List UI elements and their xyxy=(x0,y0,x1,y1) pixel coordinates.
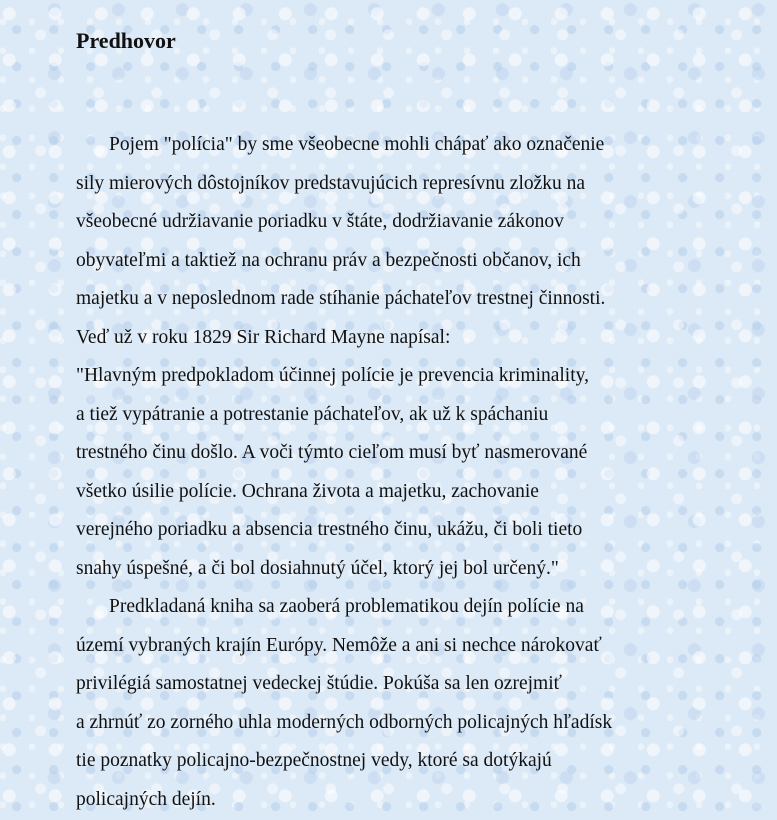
quote-line: a tiež vypátranie a potrestanie páchateľov, ak už k spáchaniu xyxy=(76,403,549,425)
text-line: policajných dejín. xyxy=(76,788,216,810)
text-line: sily mierových dôstojníkov predstavujúcich represívnu zložku na xyxy=(76,172,586,194)
text-line: a zhrnúť zo zorného uhla moderných odborných policajných hľadísk xyxy=(76,711,613,733)
text-line: privilégiá samostatnej vedeckej štúdie. Pokúša sa len ozrejmiť xyxy=(76,673,562,694)
text-line: území vybraných krajín Európy. Nemôže a ani si nechce nárokovať xyxy=(76,634,602,656)
text-line: všeobecné udržiavanie poriadku v štáte, dodržiavanie zákonov xyxy=(76,211,564,232)
page-title: Predhovor xyxy=(76,28,176,53)
quote-line: "Hlavným predpokladom účinnej polície je prevencia kriminality, xyxy=(76,365,589,386)
quote-line: trestného činu došlo. A voči týmto cieľom musí byť nasmerované xyxy=(76,442,588,463)
quote-line: verejného poriadku a absencia trestného činu, ukážu, či boli tieto xyxy=(76,519,583,540)
text-line: majetku a v neposlednom rade stíhanie páchateľov trestnej činnosti. xyxy=(76,288,606,309)
text-line: Predkladaná kniha sa zaoberá problematikou dejín polície na xyxy=(109,596,584,617)
text-line: obyvateľmi a taktiež na ochranu práv a bezpečnosti občanov, ich xyxy=(76,249,581,271)
quote-line: snahy úspešné, a či bol dosiahnutý účel, ktorý jej bol určený." xyxy=(76,557,559,579)
document-body xyxy=(76,126,756,819)
quote-line: všetko úsilie polície. Ochrana života a majetku, zachovanie xyxy=(76,480,539,502)
text-line: Veď už v roku 1829 Sir Richard Mayne napísal: xyxy=(76,326,451,348)
text-line: tie poznatky policajno-bezpečnostnej vedy, ktoré sa dotýkajú xyxy=(76,750,552,771)
text-line: Pojem "polícia" by sme všeobecne mohli chápať ako označenie xyxy=(109,134,605,155)
